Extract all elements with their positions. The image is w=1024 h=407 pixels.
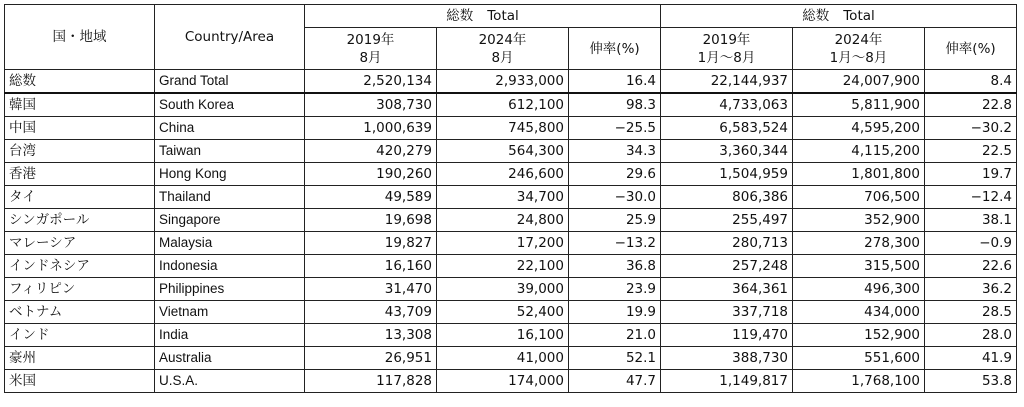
header-country-en: Country/Area <box>155 5 305 70</box>
cell-2019-jan-aug: 337,718 <box>661 301 793 324</box>
cell-country-jp: シンガポール <box>5 209 155 232</box>
table-row <box>5 255 1017 278</box>
cell-country-en: Indonesia <box>155 255 305 278</box>
cell-2024-jan-aug: 1,801,800 <box>793 163 925 186</box>
cell-country-jp: 香港 <box>5 163 155 186</box>
header-growth-cumulative: 伸率(%) <box>925 28 1017 70</box>
header-2024-jan-aug: 2024年 1月～8月 <box>793 28 925 70</box>
cell-growth-monthly: 23.9 <box>569 278 661 301</box>
cell-2024-jan-aug: 352,900 <box>793 209 925 232</box>
cell-country-en: Thailand <box>155 186 305 209</box>
table-row <box>5 232 1017 255</box>
cell-country-en: Malaysia <box>155 232 305 255</box>
cell-growth-monthly: −25.5 <box>569 117 661 140</box>
table-row <box>5 324 1017 347</box>
cell-2019-aug: 26,951 <box>305 347 437 370</box>
cell-growth-cumulative: 41.9 <box>925 347 1017 370</box>
cell-2024-jan-aug: 706,500 <box>793 186 925 209</box>
cell-2024-jan-aug: 551,600 <box>793 347 925 370</box>
cell-2019-jan-aug: 4,733,063 <box>661 93 793 117</box>
cell-country-jp: フィリピン <box>5 278 155 301</box>
cell-2019-aug: 2,520,134 <box>305 70 437 94</box>
cell-2019-aug: 19,827 <box>305 232 437 255</box>
cell-2019-aug: 420,279 <box>305 140 437 163</box>
cell-country-jp: 中国 <box>5 117 155 140</box>
cell-2024-jan-aug: 278,300 <box>793 232 925 255</box>
cell-2019-jan-aug: 255,497 <box>661 209 793 232</box>
cell-2024-aug: 34,700 <box>437 186 569 209</box>
header-2024-aug: 2024年 8月 <box>437 28 569 70</box>
cell-2019-jan-aug: 22,144,937 <box>661 70 793 94</box>
cell-2019-aug: 117,828 <box>305 370 437 393</box>
cell-growth-cumulative: 8.4 <box>925 70 1017 94</box>
visitor-statistics-table <box>4 4 1017 393</box>
cell-2024-jan-aug: 4,115,200 <box>793 140 925 163</box>
cell-growth-cumulative: 19.7 <box>925 163 1017 186</box>
table-row <box>5 301 1017 324</box>
cell-growth-monthly: 25.9 <box>569 209 661 232</box>
header-country-jp: 国・地域 <box>5 5 155 70</box>
cell-country-en: Taiwan <box>155 140 305 163</box>
cell-growth-monthly: 16.4 <box>569 70 661 94</box>
cell-growth-cumulative: 53.8 <box>925 370 1017 393</box>
cell-2019-jan-aug: 1,504,959 <box>661 163 793 186</box>
cell-2024-jan-aug: 1,768,100 <box>793 370 925 393</box>
table-row <box>5 93 1017 117</box>
cell-country-en: China <box>155 117 305 140</box>
cell-country-jp: 台湾 <box>5 140 155 163</box>
cell-2024-aug: 2,933,000 <box>437 70 569 94</box>
cell-2024-jan-aug: 315,500 <box>793 255 925 278</box>
cell-country-jp: タイ <box>5 186 155 209</box>
cell-2019-aug: 308,730 <box>305 93 437 117</box>
table-row <box>5 140 1017 163</box>
cell-country-jp: インドネシア <box>5 255 155 278</box>
cell-growth-monthly: 98.3 <box>569 93 661 117</box>
cell-growth-cumulative: 22.6 <box>925 255 1017 278</box>
cell-2019-jan-aug: 119,470 <box>661 324 793 347</box>
cell-country-en: Vietnam <box>155 301 305 324</box>
cell-country-jp: 韓国 <box>5 93 155 117</box>
table-row <box>5 209 1017 232</box>
cell-2024-aug: 41,000 <box>437 347 569 370</box>
cell-2024-jan-aug: 5,811,900 <box>793 93 925 117</box>
cell-2019-jan-aug: 364,361 <box>661 278 793 301</box>
cell-growth-cumulative: −12.4 <box>925 186 1017 209</box>
cell-2024-aug: 745,800 <box>437 117 569 140</box>
cell-country-en: Singapore <box>155 209 305 232</box>
cell-2019-aug: 31,470 <box>305 278 437 301</box>
cell-growth-monthly: −13.2 <box>569 232 661 255</box>
cell-country-en: Hong Kong <box>155 163 305 186</box>
cell-2024-jan-aug: 496,300 <box>793 278 925 301</box>
cell-2024-aug: 246,600 <box>437 163 569 186</box>
cell-country-en: U.S.A. <box>155 370 305 393</box>
cell-growth-monthly: 34.3 <box>569 140 661 163</box>
cell-growth-monthly: 21.0 <box>569 324 661 347</box>
cell-country-jp: インド <box>5 324 155 347</box>
cell-2024-aug: 17,200 <box>437 232 569 255</box>
cell-2019-jan-aug: 257,248 <box>661 255 793 278</box>
cell-2024-aug: 564,300 <box>437 140 569 163</box>
table-row <box>5 347 1017 370</box>
cell-growth-monthly: 52.1 <box>569 347 661 370</box>
cell-growth-monthly: 47.7 <box>569 370 661 393</box>
table-row <box>5 117 1017 140</box>
cell-growth-monthly: 19.9 <box>569 301 661 324</box>
header-2019-jan-aug: 2019年 1月～8月 <box>661 28 793 70</box>
cell-country-en: South Korea <box>155 93 305 117</box>
cell-2019-jan-aug: 280,713 <box>661 232 793 255</box>
cell-2024-aug: 39,000 <box>437 278 569 301</box>
cell-country-jp: ベトナム <box>5 301 155 324</box>
cell-2019-jan-aug: 1,149,817 <box>661 370 793 393</box>
table-row <box>5 370 1017 393</box>
table-row <box>5 278 1017 301</box>
cell-country-en: India <box>155 324 305 347</box>
cell-growth-cumulative: 22.5 <box>925 140 1017 163</box>
cell-2024-aug: 24,800 <box>437 209 569 232</box>
header-growth-monthly: 伸率(%) <box>569 28 661 70</box>
header-group-monthly: 総数 Total <box>305 5 661 28</box>
cell-growth-cumulative: 28.5 <box>925 301 1017 324</box>
cell-country-en: Grand Total <box>155 70 305 94</box>
header-row-1 <box>5 5 1017 28</box>
table-row <box>5 163 1017 186</box>
cell-country-jp: マレーシア <box>5 232 155 255</box>
cell-growth-monthly: −30.0 <box>569 186 661 209</box>
cell-2019-aug: 16,160 <box>305 255 437 278</box>
cell-2019-jan-aug: 3,360,344 <box>661 140 793 163</box>
cell-2019-aug: 19,698 <box>305 209 437 232</box>
cell-2019-aug: 13,308 <box>305 324 437 347</box>
cell-2024-jan-aug: 152,900 <box>793 324 925 347</box>
table-row <box>5 186 1017 209</box>
cell-growth-cumulative: 38.1 <box>925 209 1017 232</box>
cell-country-en: Australia <box>155 347 305 370</box>
cell-2024-aug: 52,400 <box>437 301 569 324</box>
cell-country-jp: 米国 <box>5 370 155 393</box>
cell-growth-cumulative: 28.0 <box>925 324 1017 347</box>
cell-2019-aug: 43,709 <box>305 301 437 324</box>
cell-2019-aug: 1,000,639 <box>305 117 437 140</box>
header-2019-aug: 2019年 8月 <box>305 28 437 70</box>
cell-2019-aug: 190,260 <box>305 163 437 186</box>
cell-2024-jan-aug: 4,595,200 <box>793 117 925 140</box>
cell-2019-aug: 49,589 <box>305 186 437 209</box>
header-group-cumulative: 総数 Total <box>661 5 1017 28</box>
cell-country-jp: 豪州 <box>5 347 155 370</box>
visitor-statistics-table-container <box>4 4 1017 393</box>
cell-2019-jan-aug: 806,386 <box>661 186 793 209</box>
cell-growth-monthly: 29.6 <box>569 163 661 186</box>
table-row <box>5 70 1017 94</box>
cell-2024-aug: 16,100 <box>437 324 569 347</box>
cell-country-en: Philippines <box>155 278 305 301</box>
cell-growth-cumulative: −30.2 <box>925 117 1017 140</box>
cell-2019-jan-aug: 6,583,524 <box>661 117 793 140</box>
cell-growth-monthly: 36.8 <box>569 255 661 278</box>
cell-2024-aug: 22,100 <box>437 255 569 278</box>
cell-country-jp: 総数 <box>5 70 155 94</box>
cell-2024-aug: 612,100 <box>437 93 569 117</box>
cell-growth-cumulative: 36.2 <box>925 278 1017 301</box>
cell-2019-jan-aug: 388,730 <box>661 347 793 370</box>
cell-2024-jan-aug: 24,007,900 <box>793 70 925 94</box>
cell-2024-aug: 174,000 <box>437 370 569 393</box>
cell-2024-jan-aug: 434,000 <box>793 301 925 324</box>
cell-growth-cumulative: −0.9 <box>925 232 1017 255</box>
cell-growth-cumulative: 22.8 <box>925 93 1017 117</box>
